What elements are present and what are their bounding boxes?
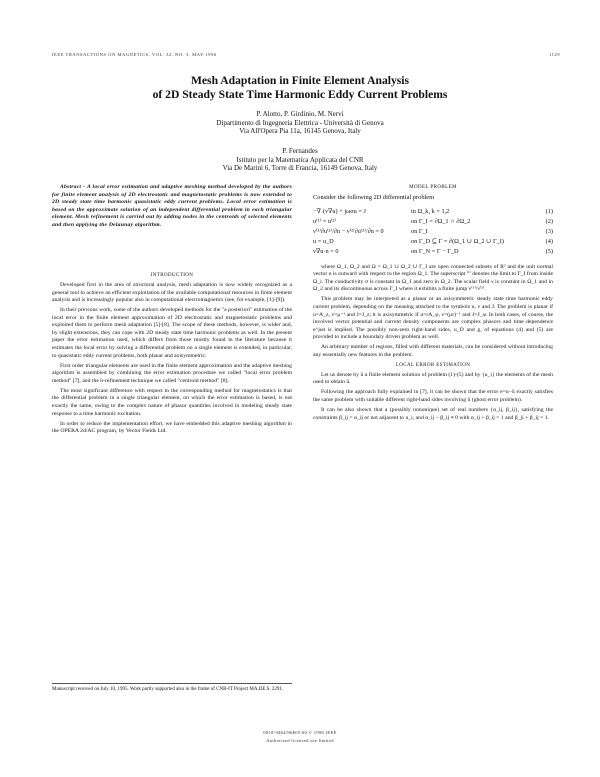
local-paragraph: Let us denote by ũ a finite element solution of problem (1)-(5) and by {u_i} the elements of the mesh used to obtain ũ. bbox=[313, 371, 553, 386]
left-column bbox=[52, 184, 292, 438]
equation-rhs: on Γ_N = Γ − Γ_D bbox=[411, 248, 459, 256]
intro-paragraph: First order triangular elements are used in the finite element approximation and the adaptive meshing algorithm is assembled by combining the error estimation procedure we called "local error problem method" [7], and the h-refinement technique we called "centroid method" [8]. bbox=[52, 362, 292, 384]
affiliation-2: Istituto per la Matematica Applicata del CNR bbox=[236, 155, 364, 164]
author-names-2: P. Fernandes bbox=[282, 147, 318, 155]
model-paragraph: This problem may be interpreted as a planar or an axisymmetric steady state time harmonic eddy current problem, depending on the meaning attached to the symbols u, ν and J. The problem is planar if u=A_z, ν=μ⁻¹ and J=J_z; it is axisymmetric if u=rA_φ, ν=(μr)⁻¹ and J=J_φ. In both cases, of course, the involved vector potential and current density components are complex phasors and time dependence e^jωt is implied. The possibly non-zero right-hand sides, u_D and g, of equations (4) and (5) are provided to include a boundary driven problem as well. bbox=[313, 296, 553, 341]
journal-header: IEEE TRANSACTIONS ON MAGNETICS, VOL. 32, NO. 3, MAY 1996 bbox=[52, 52, 217, 57]
intro-paragraph: The most significant difference with respect to the corresponding method for magnetostatics is that the differential problem in a single triangular element, on which the error estimation is based, is not exactly the same, owing to the complex nature of phasor quantities involved in modeling steady state response to a time harmonic excitation. bbox=[52, 387, 292, 417]
local-paragraph: Following the approach fully explained in [7], it can be shown that the error e=u−ũ exactly satisfies the same problem with suitable different right-hand sides involving ũ (ghost error problem). bbox=[313, 389, 553, 404]
title-line-1: Mesh Adaptation in Finite Element Analysis bbox=[190, 74, 410, 87]
equation-lhs: −∇·(ν∇u) + jωσu = J bbox=[313, 207, 366, 215]
equation-number: (3) bbox=[545, 227, 553, 235]
author-block-1 bbox=[0, 110, 600, 136]
equation-row bbox=[313, 237, 553, 247]
equation-rhs: on Γ_I bbox=[411, 227, 428, 235]
page-number: 1129 bbox=[548, 52, 560, 57]
intro-heading: INTRODUCTION bbox=[150, 272, 194, 278]
footnote: Manuscript received on July 10, 1995. Work partly supported also in the frame of CNR-IT Project MA.DE.S. 2291. bbox=[52, 683, 292, 694]
copyright-line: 0018-9464/96$05.00 © 1996 IEEE bbox=[263, 730, 337, 735]
model-paragraph: An arbitrary number of regions, filled with different materials, can be considered without introducing any essentially new features in the problem. bbox=[313, 344, 553, 358]
right-column bbox=[313, 184, 553, 425]
equation-number: (4) bbox=[545, 238, 553, 246]
intro-paragraph: Developed first in the area of structural analysis, mesh adaptation is now widely recognized as a general tool to achieve an efficient exploitation of the available computational resources in finite element analysis and is increasingly popular also in computational electromagnetics (see, for example, [1]-[9]). bbox=[52, 281, 292, 304]
running-header bbox=[52, 52, 560, 57]
affiliation-1: Dipartimento di Ingegneria Elettrica - Università di Genova bbox=[216, 118, 384, 127]
license-line: Authorized licensed use limited bbox=[266, 738, 334, 743]
equation-row bbox=[313, 207, 553, 217]
author-block-2 bbox=[0, 147, 600, 173]
paper-title bbox=[0, 74, 600, 102]
model-intro: Consider the following 2D differential problem bbox=[313, 193, 435, 201]
equation-rhs: on Γ_I = ∂Ω_1 ∩ ∂Ω_2 bbox=[411, 217, 471, 225]
equation-number: (1) bbox=[545, 207, 553, 215]
equation-lhs: u = u_D bbox=[313, 238, 334, 246]
address-1: Via All'Opera Pia 11a, 16145 Genova, Italy bbox=[239, 127, 361, 135]
equation-row bbox=[313, 227, 553, 237]
author-names-1: P. Alotto, P. Girdinio, M. Nervi bbox=[256, 110, 344, 118]
title-line-2: of 2D Steady State Time Harmonic Eddy Current Problems bbox=[152, 88, 448, 101]
equation-number: (2) bbox=[545, 217, 553, 225]
equation-row bbox=[313, 217, 553, 227]
model-paragraph: where Ω_1, Ω_2 and Ω = Ω_1 ∪ Ω_2 ∪ Γ_I are open connected subsets of R² and the unit normal vector n is outward with respect to the region Ω_1. The superscript ⁽ⁱ⁾ denotes the limit to Γ_I from inside Ω_i. The conductivity σ is constant in Ω_1 and zero in Ω_2. The scalar field ν is constant in Ω_1 and in Ω_2 and its discontinuous across Γ_I where it exhibits a finite jump ν⁽¹⁾/ν⁽²⁾. bbox=[313, 263, 553, 293]
abstract-text: - A local error estimation and adaptive meshing method developed by the authors for finite element analysis of 2D electrostatic and magnetostatic problems is now extended to 2D steady state time harmonic quasistatic eddy current problems. Local error estimation is based on the approximate solution of an independent differential problem in each triangular element. Mesh refinement is carried out by adding nodes in the centroids of selected elements and then applying the Delaunay algorithm. bbox=[52, 184, 293, 228]
equation-lhs: ν∇u·n = 0 bbox=[313, 248, 339, 256]
page-footer bbox=[0, 729, 600, 745]
model-heading: MODEL PROBLEM bbox=[409, 185, 457, 190]
intro-paragraph: In their previous work, some of the authors developed methods for the "a posteriori" estimation of the local error in the finite element approximation of 2D electrostatic and magnetostatic problems and exploited them to perform mesh adaptation [5]-[8]. The scope of these methods, however, is wider and, by slight extensions, they can cope with 2D steady state time harmonic problems as well. In the present paper the error estimation used, which differs from those mostly found in the literature because it estimates the local error by solving a differential problem on a single element is extended, in particular, to quasistatic eddy current problems, both planar and axisymmetric. bbox=[52, 307, 292, 359]
address-2: Via De Marini 6, Torre di Francia, 16149 Genova, Italy bbox=[222, 164, 378, 172]
local-error-heading: LOCAL ERROR ESTIMATION bbox=[395, 362, 471, 368]
abstract-label: Abstract bbox=[60, 184, 82, 190]
equation-rhs: on Γ_D ⊆ Γ = ∂(Ω_1 ∪ Ω_2 ∪ Γ_I) bbox=[411, 238, 504, 246]
local-paragraph: It can be also shown that a (possibly nonunique) set of real numbers {α_ij, β_ij}, satisfying the constraints β_ij = α_ij or not adjacent to u_i, and α_ij − β_ij ≠ 0 with α_ij + β_ij = 1 and β_ji + β_ij = 1. bbox=[313, 407, 553, 421]
equation-number: (5) bbox=[545, 248, 553, 256]
equation-rhs: in Ω_k, k = 1,2 bbox=[411, 207, 450, 215]
equation-lhs: u⁽¹⁾ = u⁽²⁾ bbox=[313, 217, 336, 225]
equation-row bbox=[313, 247, 553, 257]
intro-paragraph: In order to reduce the implementation effort, we have embedded this adaptive meshing algorithm in the OPERA 2d/AC program, by Vector Fields Ltd. bbox=[52, 420, 292, 435]
equation-lhs: ν⁽¹⁾∂u⁽¹⁾/∂n − ν⁽²⁾∂u⁽²⁾/∂n = 0 bbox=[313, 227, 384, 235]
abstract bbox=[52, 184, 292, 230]
